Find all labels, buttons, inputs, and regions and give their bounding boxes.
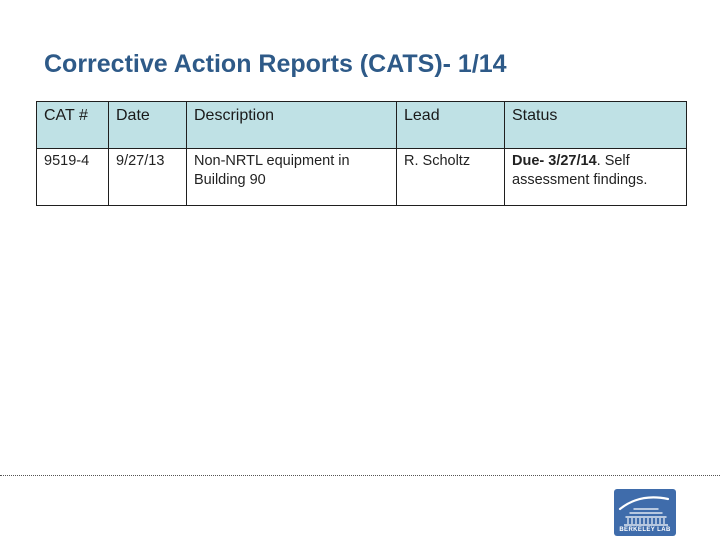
status-description: . Self assessment findings. — [512, 153, 648, 188]
berkeley-lab-logo — [614, 489, 676, 536]
cell-date: 9/27/13 — [109, 149, 187, 206]
header-lead: Lead — [397, 102, 505, 149]
header-row — [37, 102, 687, 149]
cats-table — [36, 101, 687, 206]
header-date: Date — [109, 102, 187, 149]
cell-cat-number: 9519-4 — [37, 149, 109, 206]
cell-lead: R. Scholtz — [397, 149, 505, 206]
slide-title: Corrective Action Reports (CATS)- 1/14 — [44, 50, 507, 78]
table-row — [37, 149, 687, 206]
cell-status — [505, 149, 687, 206]
header-cat-number: CAT # — [37, 102, 109, 149]
cell-description: Non-NRTL equipment in Building 90 — [187, 149, 397, 206]
logo-text: BERKELEY LAB — [619, 527, 671, 533]
header-description: Description — [187, 102, 397, 149]
status-due-date: Due- 3/27/14 — [512, 153, 597, 169]
table-header — [37, 102, 687, 149]
footer-divider — [0, 475, 720, 476]
header-status: Status — [505, 102, 687, 149]
table-body — [37, 149, 687, 206]
